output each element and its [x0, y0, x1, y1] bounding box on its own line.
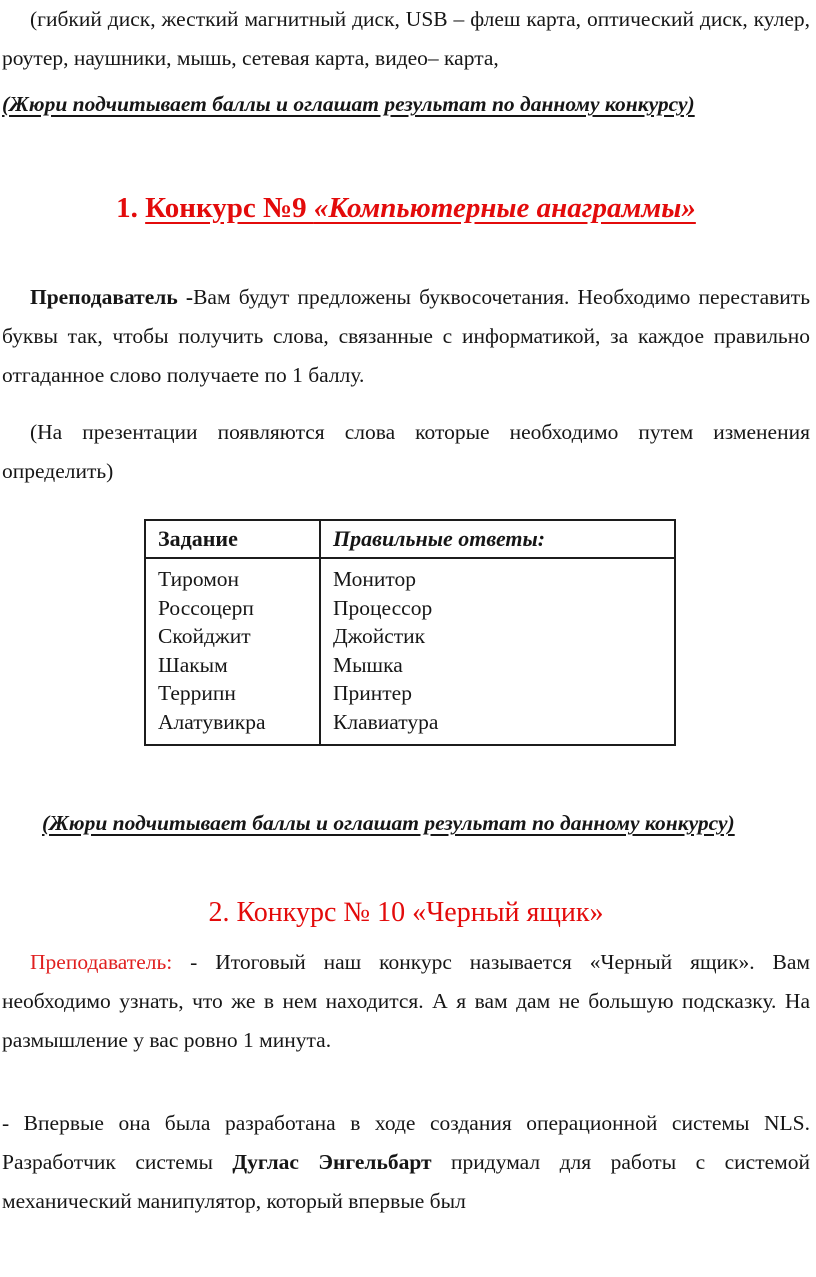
jury-note-1-text: (Жюри подчитывает баллы и оглашат результат по данному конкурсу) — [2, 92, 695, 116]
anagram-table-header-answers: Правильные ответы: — [320, 520, 675, 558]
contest-9-heading — [2, 186, 810, 230]
teacher-paragraph-1 — [2, 278, 810, 395]
teacher-label-2: Преподаватель: — [30, 950, 173, 974]
contest-9-title-main: Конкурс №9 — [145, 192, 314, 224]
answer-item: Монитор — [333, 567, 416, 591]
contest-9-title-italic: «Компьютерные анаграммы» — [313, 192, 696, 224]
task-item: Россоцерп — [158, 595, 254, 620]
teacher-text-2: - Итоговый наш конкурс называется «Черный ящик». Вам необходимо узнать, что же в нем находится. А я вам дам не большую подсказку. На размышление у вас ровно 1 минута. — [2, 950, 810, 1052]
teacher-text-1: Вам будут предложены буквосочетания. Необходимо переставить буквы так, чтобы получить слова, связанные с информатикой, за каждое правильно отгаданное слово получаете по 1 баллу. — [2, 285, 810, 387]
hint-inventor-name: Дуглас Энгельбарт — [232, 1150, 432, 1174]
jury-note-1 — [2, 85, 810, 124]
anagram-table — [144, 519, 676, 746]
answer-item: Принтер — [333, 681, 412, 705]
contest-9-title — [145, 192, 696, 224]
device-list-paragraph — [2, 0, 810, 78]
task-item: Шакым — [158, 652, 228, 677]
answer-item: Клавиатура — [333, 709, 439, 734]
hint-post-text: придумал для работы с системой механический манипулятор, который впервые был — [2, 1150, 810, 1213]
task-item: Террипн — [158, 681, 236, 705]
task-item: Тиромон — [158, 567, 240, 591]
answer-item: Мышка — [333, 652, 403, 677]
anagram-table-header-task: Задание — [145, 520, 320, 558]
presentation-note-text: (На презентации появляются слова которые необходимо путем изменения определить) — [2, 420, 810, 483]
answer-item: Джойстик — [333, 624, 426, 648]
black-box-hint-paragraph — [2, 1104, 810, 1221]
contest-10-heading — [2, 891, 810, 935]
presentation-note — [2, 413, 810, 491]
contest-10-number: 2. — [208, 897, 230, 928]
teacher-label-1: Преподаватель - — [30, 285, 194, 309]
device-list-text: (гибкий диск, жесткий магнитный диск, USB – флеш карта, оптический диск, кулер, роутер, наушники, мышь, сетевая карта, видео– карта, — [2, 7, 810, 70]
jury-note-2-text: (Жюри подчитывает баллы и оглашат результат по данному конкурсу) — [42, 811, 735, 835]
anagram-tasks-cell — [145, 558, 320, 745]
task-item: Скойджит — [158, 624, 251, 648]
contest-10-title: Конкурс № 10 «Черный ящик» — [236, 897, 604, 928]
task-item: Алатувикра — [158, 709, 266, 734]
anagram-table-header-row — [145, 520, 675, 558]
anagram-answers-cell — [320, 558, 675, 745]
answer-item: Процессор — [333, 595, 433, 620]
teacher-paragraph-2 — [2, 943, 810, 1060]
anagram-table-body-row — [145, 558, 675, 745]
contest-9-number: 1. — [116, 192, 138, 224]
hint-pre-text: - Впервые она была разработана в ходе создания операционной системы NLS. Разработчик системы — [2, 1111, 810, 1174]
jury-note-2 — [42, 802, 754, 845]
